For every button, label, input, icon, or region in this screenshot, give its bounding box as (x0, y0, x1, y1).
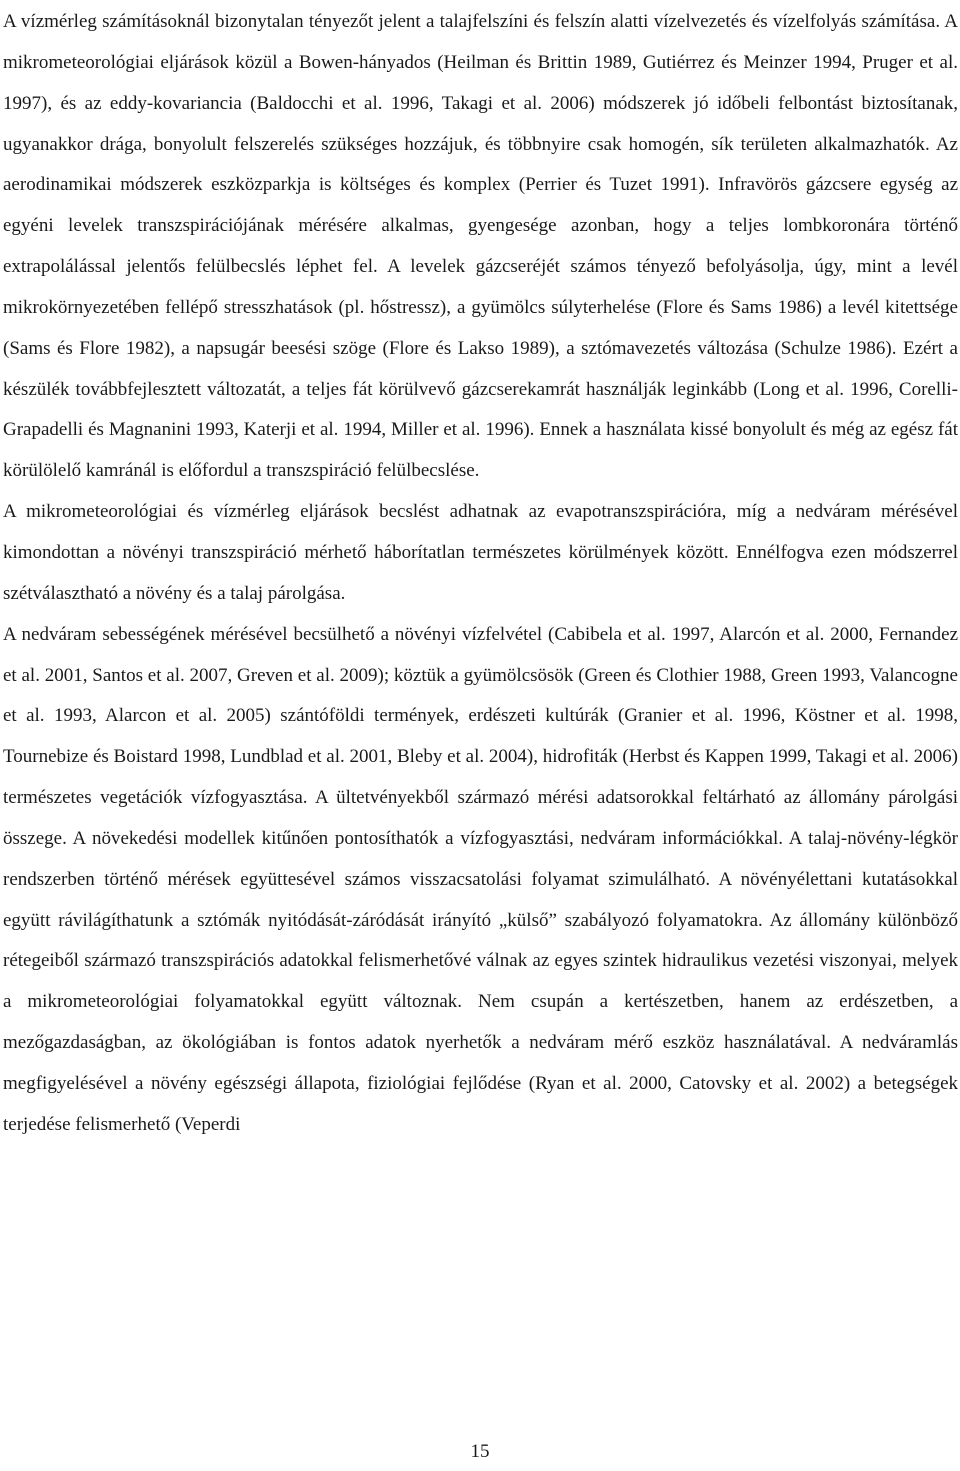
body-text (3, 2, 958, 1146)
paragraph-sap-flow-applications: A nedváram sebességének mérésével becsülhető a növényi vízfelvétel (Cabibela et al. 1997, Alarcón et al. 2000, Fernandez et al. 2001, Santos et al. 2007, Greven et al. 2009); köztük a gyümölcsösök (Green és Clothier 1988, Green 1993, Valancogne et al. 1993, Alarcon et al. 2005) szántóföldi termények, erdészeti kultúrák (Granier et al. 1996, Köstner et al. 1998, Tournebize és Boistard 1998, Lundblad et al. 2001, Bleby et al. 2004), hidrofiták (Herbst és Kappen 1999, Takagi et al. 2006) természetes vegetációk vízfogyasztása. A ültetvényekből származó mérési adatsorokkal feltárható az állomány párolgási összege. A növekedési modellek kitűnően pontosíthatók a vízfogyasztási, nedváram információkkal. A talaj-növény-légkör rendszerben történő mérések együttesével számos visszacsatolási folyamat szimulálható. A növényélettani kutatásokkal együtt rávilágíthatunk a sztómák nyitódását-záródását irányító „külső” szabályozó folyamatokra. Az állomány különböző rétegeiből származó transzspirációs adatokkal felismerhetővé válnak az egyes szintek hidraulikus vezetési viszonyai, melyek a mikrometeorológiai folyamatokkal együtt változnak. Nem csupán a kertészetben, hanem az erdészetben, a mezőgazdaságban, az ökológiában is fontos adatok nyerhetők a nedváram mérő eszköz használatával. A nedváramlás megfigyelésével a növény egészségi állapota, fiziológiai fejlődése (Ryan et al. 2000, Catovsky et al. 2002) a betegségek terjedése felismerhető (Veperdi (3, 623, 958, 1135)
paragraph-sap-flow-transpiration: A mikrometeorológiai és vízmérleg eljárások becslést adhatnak az evapotranszspirációra, míg a nedváram mérésével kimondottan a növényi transzspiráció mérhető háborítatlan természetes körülmények között. Ennélfogva ezen módszerrel szétválasztható a növény és a talaj párolgása. (3, 501, 958, 604)
paragraph-water-balance-methods: A vízmérleg számításoknál bizonytalan tényezőt jelent a talajfelszíni és felszín alatti vízelvezetés és vízelfolyás számítása. A mikrometeorológiai eljárások közül a Bowen-hányados (Heilman és Brittin 1989, Gutiérrez és Meinzer 1994, Pruger et al. 1997), és az eddy-kovariancia (Baldocchi et al. 1996, Takagi et al. 2006) módszerek jó időbeli felbontást biztosítanak, ugyanakkor drága, bonyolult felszerelés szükséges hozzájuk, és többnyire csak homogén, sík területen alkalmazhatók. Az aerodinamikai módszerek eszközparkja is költséges és komplex (Perrier és Tuzet 1991). Infravörös gázcsere egység az egyéni levelek transzspirációjának mérésére alkalmas, gyengesége azonban, hogy a teljes lombkoronára történő extrapolálással jelentős felülbecslés léphet fel. A levelek gázcseréjét számos tényező befolyásolja, úgy, mint a levél mikrokörnyezetében fellépő stresszhatások (pl. hőstressz), a gyümölcs súlyterhelése (Flore és Sams 1986) a levél kitettsége (Sams és Flore 1982), a napsugár beesési szöge (Flore és Lakso 1989), a sztómavezetés változása (Schulze 1986). Ezért a készülék továbbfejlesztett változatát, a teljes fát körülvevő gázcserekamrát használják leginkább (Long et al. 1996, Corelli-Grapadelli és Magnanini 1993, Katerji et al. 1994, Miller et al. 1996). Ennek a használata kissé bonyolult és még az egész fát körülölelő kamránál is előfordul a transzspiráció felülbecslése. (3, 11, 958, 482)
page-number: 15 (470, 1441, 490, 1462)
